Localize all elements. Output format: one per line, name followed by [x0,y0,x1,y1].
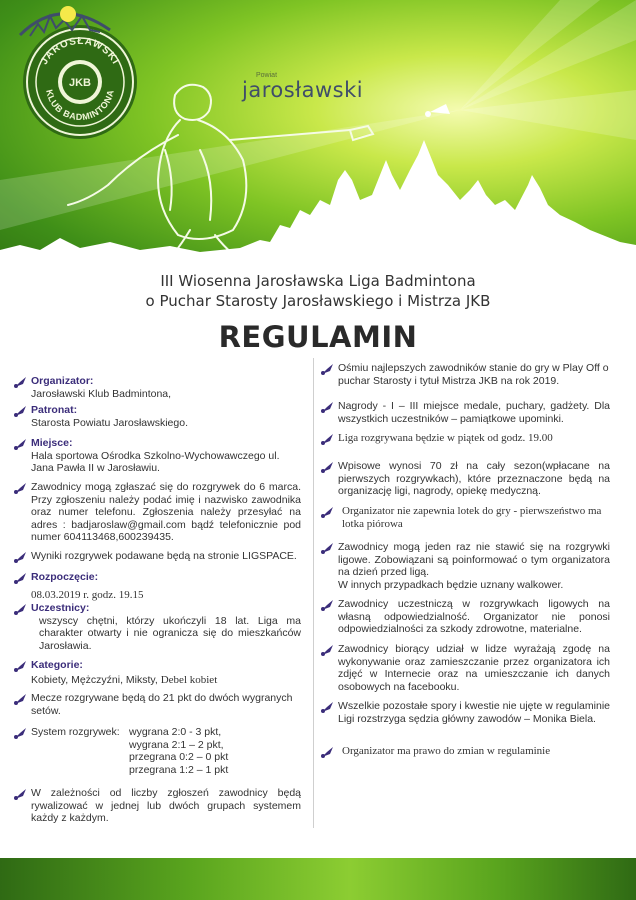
results-text: Wyniki rozgrywek podawane będą na stronie LIGSPACE. [31,550,297,562]
shuttlecock-bullet-icon [321,362,334,375]
groups-section [31,787,301,825]
responsibility-section [338,598,610,636]
patron-section [31,404,306,429]
matches-text: Mecze rozgrywane będą do 21 pkt do dwóch wygranych setów. [31,692,293,717]
system-section [31,726,306,776]
start-section [31,571,306,601]
powiat-logo-icon [0,0,150,70]
schedule-section [338,432,613,445]
column-divider [313,358,314,828]
categories-section [31,659,306,686]
categories-label: Kategorie: [31,659,83,671]
photos-text: Zawodnicy biorący udział w lidze wyrażają zgodę na wykonywanie oraz zamieszczanie przez organizatora ich zdjęć w Internecie oraz na umieszczanie ich danych osobowych na facebooku. [338,643,610,693]
changes-text: Organizator ma prawo do zmian w regulaminie [342,745,551,757]
shuttlecock-bullet-icon [321,505,334,518]
organizer-value: Jarosławski Klub Badmintona, [31,387,172,400]
absence-extra: W innych przypadkach będzie uznany walkower. [338,578,564,591]
start-label: Rozpoczęcie: [31,571,99,583]
powiat-small-label: Powiat [256,72,278,79]
club-logo-initials: JKB [68,77,92,89]
responsibility-text: Zawodnicy uczestniczą w rozgrywkach ligowych na własną odpowiedzialność. Organizator nie ponosi odpowiedzialności za szkody zdrowotne, materialne. [338,598,610,635]
participants-label: Uczestnicy: [31,602,90,614]
shuttlecock-bullet-icon [14,659,27,672]
fee-text: Wpisowe wynosi 70 zł na cały sezon(wpłacane na pierwszych rozgrywkach), które przeznaczone będą na organizację ligi, nagrody, opiekę medyczną. [338,460,610,497]
shuttlecock-bullet-icon [321,400,334,413]
shuttlecock-bullet-icon [321,541,334,554]
city-skyline-icon [0,140,636,290]
shuttlecock-bullet-icon [14,571,27,584]
shuttlecock-bullet-icon [321,700,334,713]
system-row: przegrana 0:2 – 0 pkt [129,751,229,763]
matches-section [31,692,306,717]
absence-section [338,541,610,591]
shuttlecock-bullet-icon [321,432,334,445]
playoff-section [338,362,613,387]
shuttlecock-bullet-icon [321,745,334,758]
start-value: 08.03.2019 r. godz. 19.15 [31,588,144,601]
shuttlecock-bullet-icon [14,375,27,388]
absence-text: Zawodnicy mogą jeden raz nie stawić się na rozgrywki ligowe. Zobowiązani są poinformować o tym organizatora na dzień przed ligą. [338,541,610,578]
league-title-line2: o Puchar Starosty Jarosławskiego i Mistrza JKB [145,292,491,310]
patron-value: Starosta Powiatu Jarosławskiego. [31,416,188,429]
shuttlecock-bullet-icon [14,481,27,494]
registration-section [31,481,301,544]
system-label: System rozgrywek: [31,726,120,738]
header-banner [0,0,636,290]
place-line2: Jana Pawła II w Jarosławiu. [31,462,160,474]
disputes-section [338,700,610,725]
prizes-text: Nagrody - I – III miejsce medale, puchary, gadżety. Dla wszystkich uczestników – pamiątkowe upominki. [338,400,610,425]
league-title-line1: III Wiosenna Jarosławska Liga Badmintona [160,272,476,290]
club-logo-text-top: JAROSŁAWSKI [38,35,122,67]
system-row: przegrana 1:2 – 1 pkt [129,763,229,776]
groups-text: W zależności od liczby zgłoszeń zawodnicy będą rywalizować w jednej lub dwóch grupach systemem każdy z każdym. [31,787,301,824]
prizes-section [338,400,610,425]
categories-value: Kobiety, Mężczyźni, Miksty, [31,673,158,686]
organizer-label: Organizator: [31,375,94,387]
shuttlecock-bullet-icon [14,404,27,417]
club-logo-text-bottom: KLUB BADMINTONA [44,88,116,123]
place-section [31,437,306,475]
patron-label: Patronat: [31,404,78,416]
place-label: Miejsce: [31,437,73,449]
page-title: REGULAMIN [218,320,418,354]
photos-section [338,643,610,693]
categories-extra: Debel kobiet [160,673,218,686]
fee-section [338,460,610,498]
shuttlecock-bullet-icon [14,550,27,563]
changes-section [338,745,613,758]
shuttlecock-bullet-icon [14,692,27,705]
shuttlecock-bullet-icon [14,602,27,615]
shuttles-section [338,505,613,530]
organizer-section [31,375,306,400]
shuttles-text: Organizator nie zapewnia lotek do gry - pierwszeństwo ma lotka piórowa [342,505,602,530]
shuttlecock-bullet-icon [321,460,334,473]
shuttlecock-bullet-icon [14,437,27,450]
shuttlecock-bullet-icon [14,787,27,800]
playoff-text: Ośmiu najlepszych zawodników stanie do gry w Play Off o puchar Starosty i tytuł Mistrza JKB na rok 2019. [338,362,609,387]
system-row: wygrana 2:1 – 2 pkt, [129,738,224,751]
registration-text: Zawodnicy mogą zgłaszać się do rozgrywek do 6 marca. Przy zgłoszeniu należy podać imię i nazwisko zawodnika oraz numer telefonu. Zgłoszenia należy przesyłać na adres : badjaroslaw@gmail.com bądź telefonicznie pod numer 604113468,600239435. [31,481,301,543]
shuttlecock-bullet-icon [321,643,334,656]
participants-value: wszyscy chętni, którzy ukończyli 18 lat. Liga ma charakter otwarty i nie ogranicza się do mieszkańców Jarosławia. [39,614,301,652]
powiat-name: jarosławski [242,78,364,102]
system-row: wygrana 2:0 - 3 pkt, [129,726,222,738]
place-line1: Hala sportowa Ośrodka Szkolno-Wychowawczego ul. [31,449,280,462]
footer-bar [0,858,636,900]
results-section [31,550,306,563]
shuttlecock-bullet-icon [14,726,27,739]
shuttlecock-bullet-icon [321,598,334,611]
disputes-text: Wszelkie pozostałe spory i kwestie nie ujęte w regulaminie Ligi rozstrzyga sędzia główny zawodów – Monika Biela. [338,700,610,725]
schedule-text: Liga rozgrywana będzie w piątek od godz. 19.00 [338,432,553,444]
participants-section [31,602,301,652]
